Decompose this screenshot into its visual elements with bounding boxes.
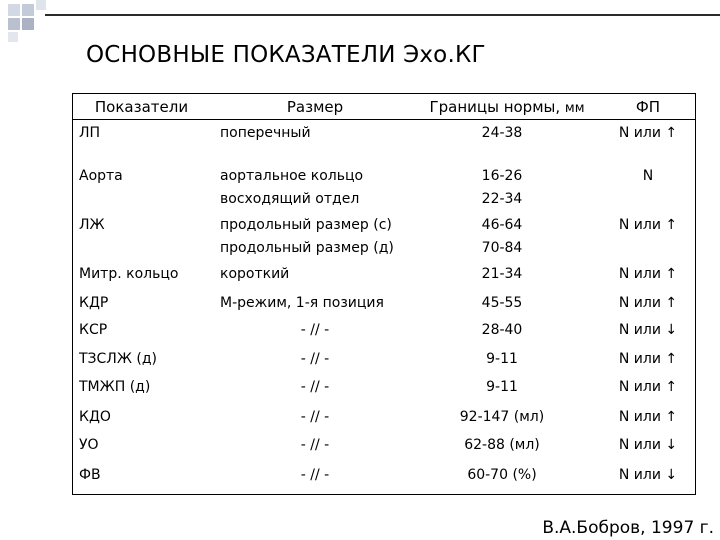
- cell-size: аортальное кольцо: [220, 168, 364, 184]
- cell-fp: N: [642, 168, 654, 184]
- cell-indicator: УО: [79, 437, 99, 453]
- cell-size: короткий: [220, 266, 290, 282]
- header-norm-label: Границы нормы,: [429, 98, 561, 116]
- cell-size: - // -: [300, 379, 330, 395]
- header-indicator: Показатели: [94, 98, 189, 116]
- decor-square: [8, 18, 20, 30]
- title-rule: [45, 14, 720, 16]
- cell-norm: 24-38: [481, 125, 523, 141]
- cell-fp: N или ↑: [618, 351, 678, 367]
- cell-indicator: Митр. кольцо: [79, 266, 179, 282]
- cell-size: поперечный: [220, 125, 311, 141]
- cell-indicator: КСР: [79, 322, 108, 338]
- cell-size: - // -: [300, 351, 330, 367]
- cell-size: восходящий отдел: [220, 191, 360, 207]
- header-norm: [422, 98, 592, 116]
- cell-fp: N или ↑: [618, 217, 678, 233]
- cell-norm: 92-147 (мл): [459, 409, 545, 425]
- cell-norm: 60-70 (%): [467, 467, 537, 483]
- header-fp: ФП: [635, 98, 661, 116]
- cell-fp: N или ↓: [618, 322, 678, 338]
- cell-indicator: ТЗСЛЖ (д): [79, 351, 157, 367]
- header-size: Размер: [286, 98, 344, 116]
- cell-fp: N или ↑: [618, 266, 678, 282]
- cell-indicator: КДР: [79, 295, 109, 311]
- decor-square: [8, 4, 20, 16]
- decor-square: [22, 4, 34, 16]
- echo-table: [72, 93, 696, 495]
- cell-fp: N или ↓: [618, 437, 678, 453]
- decor-square: [36, 0, 46, 10]
- cell-fp: N или ↑: [618, 409, 678, 425]
- cell-size: М-режим, 1-я позиция: [220, 295, 384, 311]
- cell-size: - // -: [300, 437, 330, 453]
- cell-fp: N или ↑: [618, 295, 678, 311]
- slide-title: ОСНОВНЫЕ ПОКАЗАТЕЛИ Эхо.КГ: [86, 42, 486, 68]
- cell-fp: N или ↑: [618, 379, 678, 395]
- cell-size: продольный размер (с): [220, 217, 392, 233]
- header-norm-unit: мм: [564, 101, 585, 116]
- cell-size: - // -: [300, 409, 330, 425]
- cell-norm: 46-64: [481, 217, 523, 233]
- cell-norm: 9-11: [486, 351, 518, 367]
- cell-norm: 62-88 (мл): [464, 437, 540, 453]
- cell-indicator: КДО: [79, 409, 111, 425]
- cell-indicator: Аорта: [79, 168, 123, 184]
- table-header: [73, 94, 695, 120]
- cell-norm: 9-11: [486, 379, 518, 395]
- cell-indicator: ЛП: [79, 125, 101, 141]
- cell-norm: 16-26: [481, 168, 523, 184]
- cell-norm: 70-84: [481, 240, 523, 256]
- cell-indicator: ТМЖП (д): [79, 379, 151, 395]
- cell-norm: 28-40: [481, 322, 523, 338]
- cell-fp: N или ↓: [618, 467, 678, 483]
- cell-indicator: ФВ: [79, 467, 101, 483]
- cell-fp: N или ↑: [618, 125, 678, 141]
- cell-size: - // -: [300, 467, 330, 483]
- decor-square: [22, 18, 34, 30]
- author-credit: В.А.Бобров, 1997 г.: [542, 518, 714, 538]
- cell-size: продольный размер (д): [220, 240, 394, 256]
- cell-norm: 21-34: [481, 266, 523, 282]
- cell-size: - // -: [300, 322, 330, 338]
- decor-square: [8, 32, 18, 42]
- cell-norm: 45-55: [481, 295, 523, 311]
- cell-indicator: ЛЖ: [79, 217, 105, 233]
- cell-norm: 22-34: [481, 191, 523, 207]
